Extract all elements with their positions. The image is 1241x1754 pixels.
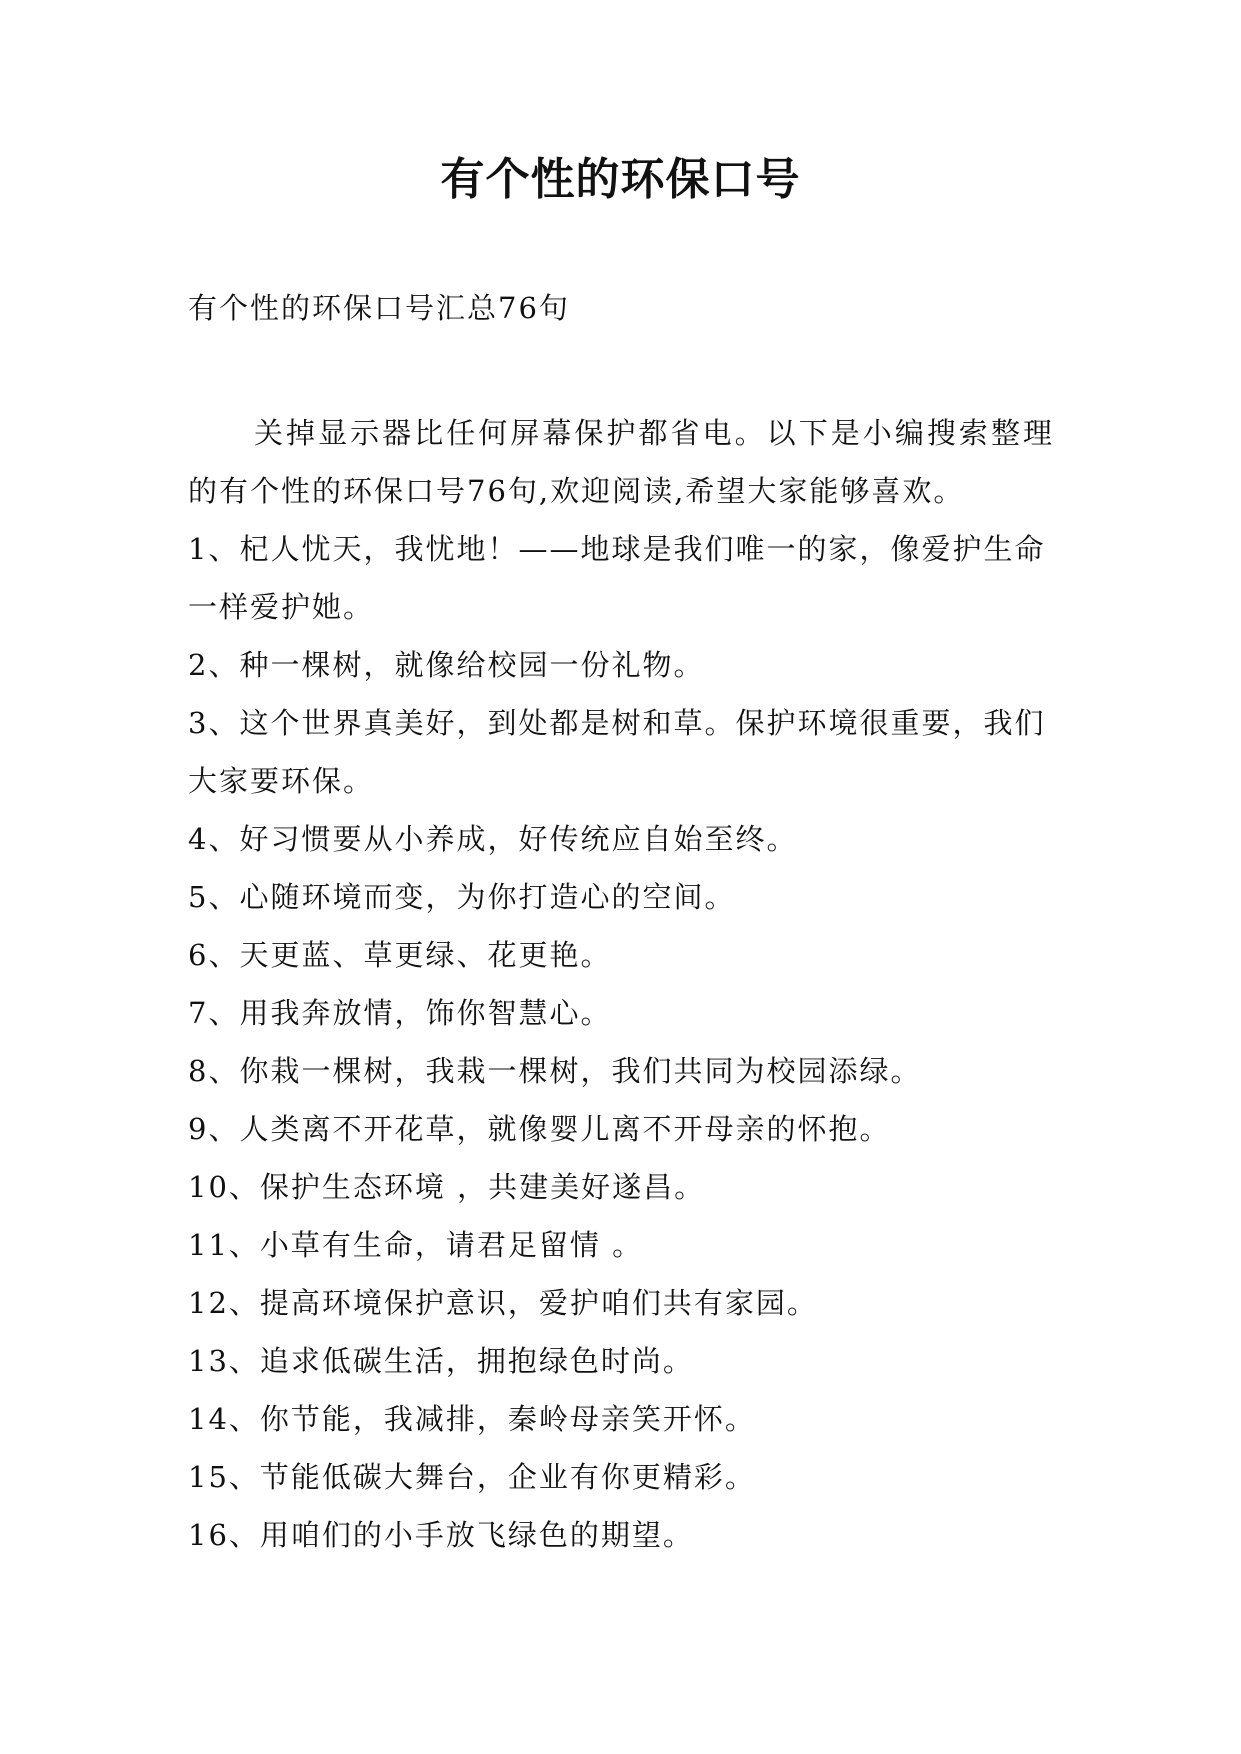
slogan-item-16: 16、用咱们的小手放飞绿色的期望。: [188, 1518, 694, 1552]
slogan-item-5: 5、心随环境而变，为你打造心的空间。: [188, 880, 736, 914]
intro-paragraph: 关掉显示器比任何屏幕保护都省电。以下是小编搜索整理的有个性的环保口号76句,欢迎阅读,希望大家能够喜欢。: [188, 416, 1054, 508]
slogan-item-13: 13、追求低碳生活，拥抱绿色时尚。: [188, 1344, 694, 1378]
slogan-item-14: 14、你节能，我减排，秦岭母亲笑开怀。: [188, 1402, 756, 1436]
slogan-item-6: 6、天更蓝、草更绿、花更艳。: [188, 938, 612, 972]
page-title: 有个性的环保口号: [440, 154, 801, 205]
slogan-item-12: 12、提高环境保护意识，爱护咱们共有家园。: [188, 1286, 818, 1320]
slogan-item-3: 3、这个世界真美好，到处都是树和草。保护环境很重要，我们大家要环保。: [188, 706, 1046, 798]
slogan-item-8: 8、你栽一棵树，我栽一棵树，我们共同为校园添绿。: [188, 1054, 922, 1088]
slogan-item-1: 1、杞人忧天，我忧地！——地球是我们唯一的家，像爱护生命一样爱护她。: [188, 532, 1046, 624]
slogan-item-11: 11、小草有生命，请君足留情 。: [188, 1228, 644, 1262]
document-body: [188, 404, 1054, 1564]
slogan-item-15: 15、节能低碳大舞台，企业有你更精彩。: [188, 1460, 756, 1494]
slogan-item-9: 9、人类离不开花草，就像婴儿离不开母亲的怀抱。: [188, 1112, 891, 1146]
slogan-item-2: 2、种一棵树，就像给校园一份礼物。: [188, 648, 705, 682]
slogan-item-4: 4、好习惯要从小养成，好传统应自始至终。: [188, 822, 798, 856]
page-subtitle: 有个性的环保口号汇总76句: [188, 291, 570, 325]
slogan-item-10: 10、保护生态环境 ，共建美好遂昌。: [188, 1170, 706, 1204]
slogan-item-7: 7、用我奔放情，饰你智慧心。: [188, 996, 612, 1030]
